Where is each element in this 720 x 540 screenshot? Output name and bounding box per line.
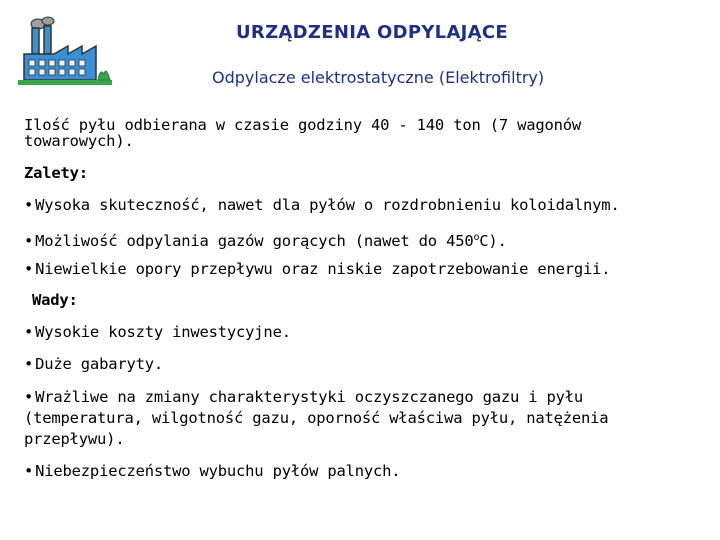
item-text: Możliwość odpylania gazów gorących (nawet do 450 [35, 232, 474, 251]
page-title: URZĄDZENIA ODPYLAJĄCE [236, 22, 509, 43]
list-item [24, 260, 610, 279]
list-item [24, 462, 400, 481]
bullet: • [24, 462, 34, 480]
list-item [24, 355, 163, 374]
list-item [24, 196, 620, 215]
list-item [24, 228, 507, 251]
page-subtitle: Odpylacze elektrostatyczne (Elektrofiltry) [212, 68, 545, 87]
intro-line-1: Ilość pyłu odbierana w czasie godziny 40 - 140 ton (7 wagonów [24, 116, 582, 134]
bullet: • [24, 260, 34, 278]
list-item-continuation: przepływu). [24, 430, 125, 448]
temp-suffix: C). [479, 232, 507, 251]
bullet: • [24, 323, 34, 341]
item-text: Niewielkie opory przepływu oraz niskie zapotrzebowanie energii. [35, 260, 611, 278]
disadvantages-heading: Wady: [32, 291, 78, 309]
list-item-continuation: (temperatura, wilgotność gazu, oporność właściwa pyłu, natężenia [24, 409, 609, 427]
intro-line-2: towarowych). [24, 132, 134, 150]
item-text: Wysoka skuteczność, nawet dla pyłów o rozdrobnieniu koloidalnym. [35, 196, 620, 214]
bullet: • [24, 355, 34, 373]
bullet: • [24, 196, 34, 214]
item-text: Wysokie koszty inwestycyjne. [35, 323, 291, 341]
item-text: Niebezpieczeństwo wybuchu pyłów palnych. [35, 462, 401, 480]
list-item [24, 388, 583, 407]
item-text: Duże gabaryty. [35, 355, 163, 373]
factory-icon [14, 16, 114, 88]
item-text: Wrażliwe na zmiany charakterystyki oczyszczanego gazu i pyłu [35, 388, 584, 406]
bullet: • [24, 232, 34, 251]
degree-symbol: o [473, 232, 480, 243]
bullet: • [24, 388, 34, 406]
advantages-heading: Zalety: [24, 164, 88, 182]
list-item [24, 323, 291, 342]
